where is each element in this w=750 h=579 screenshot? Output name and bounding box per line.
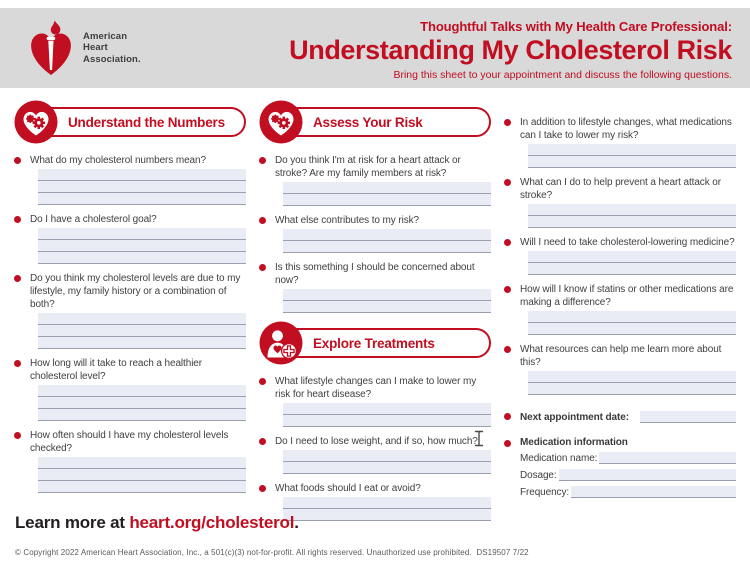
bullet-icon — [14, 216, 21, 223]
eyebrow-title: Thoughtful Talks with My Health Care Professional: — [420, 19, 732, 34]
answer-lines — [38, 385, 246, 421]
answer-line — [38, 228, 246, 240]
answer-lines — [283, 497, 491, 521]
answer-line — [38, 481, 246, 493]
aha-logo — [28, 19, 141, 77]
learn-more-line — [15, 513, 299, 533]
fieldset-title-row — [504, 437, 736, 448]
question-text: In addition to lifestyle changes, what medications can I take to lower my risk? — [520, 117, 732, 141]
answer-lines — [528, 251, 736, 275]
answer-lines — [283, 182, 491, 206]
answer-lines — [283, 289, 491, 313]
question-row — [14, 429, 246, 455]
answer-line — [38, 169, 246, 181]
question-row — [259, 375, 491, 401]
medication-field-label: Frequency: — [520, 487, 570, 498]
section-title: Explore Treatments — [313, 335, 435, 351]
question-text: Do I need to lose weight, and if so, how much? — [275, 436, 478, 447]
bullet-icon — [259, 378, 266, 385]
bullet-icon — [259, 157, 266, 164]
medication-field-label: Dosage: — [520, 470, 557, 481]
question-block — [259, 261, 491, 313]
question-text: Will I need to take cholesterol-lowering medicine? — [520, 237, 735, 248]
question-row — [259, 154, 491, 180]
answer-line — [528, 216, 736, 228]
answer-line — [528, 383, 736, 395]
answer-line — [283, 403, 491, 415]
bullet-icon — [504, 286, 511, 293]
answer-line — [528, 251, 736, 263]
answer-line — [38, 469, 246, 481]
answer-line — [528, 263, 736, 275]
answer-line — [38, 181, 246, 193]
answer-line — [528, 323, 736, 335]
bullet-icon — [504, 413, 511, 420]
question-row — [259, 214, 491, 227]
question-text: How long will it take to reach a healthier cholesterol level? — [30, 358, 203, 382]
medication-field-label: Medication name: — [520, 453, 598, 464]
question-block — [14, 213, 246, 264]
answer-line — [38, 385, 246, 397]
bullet-icon — [14, 432, 21, 439]
question-block — [504, 283, 736, 335]
answer-lines — [283, 450, 491, 474]
question-row — [504, 283, 736, 309]
column-medications-notes — [504, 100, 736, 529]
question-block — [259, 154, 491, 206]
bullet-icon — [259, 264, 266, 271]
section-header — [259, 321, 491, 365]
answer-lines — [283, 229, 491, 253]
question-row — [504, 343, 736, 369]
answer-line — [283, 415, 491, 427]
cholesterol-link[interactable]: heart.org/cholesterol — [129, 513, 295, 532]
answer-line — [38, 397, 246, 409]
question-row — [14, 213, 246, 226]
answer-line — [283, 241, 491, 253]
caregiver-cross-icon — [259, 321, 303, 365]
question-block — [504, 116, 736, 168]
answer-lines — [528, 204, 736, 228]
copyright-line: © Copyright 2022 American Heart Association, Inc., a 501(c)(3) not-for-profit. All rights reserved. Unauthorized use prohibited. DS19507 7/22 — [15, 548, 529, 557]
question-row — [259, 435, 491, 448]
answer-line — [38, 457, 246, 469]
answer-line — [283, 509, 491, 521]
section-pill — [280, 328, 491, 358]
question-text: What lifestyle changes can I make to lower my risk for heart disease? — [275, 376, 477, 400]
question-block — [14, 272, 246, 349]
answer-line — [283, 450, 491, 462]
aha-heart-torch-icon — [28, 19, 74, 77]
question-row — [504, 236, 736, 249]
page-subtitle: Bring this sheet to your appointment and discuss the following questions. — [393, 69, 732, 81]
answer-line — [38, 337, 246, 349]
bullet-icon — [259, 438, 266, 445]
question-row — [14, 272, 246, 311]
bullet-icon — [504, 346, 511, 353]
question-text: What can I do to help prevent a heart attack or stroke? — [520, 177, 721, 201]
question-text: What else contributes to my risk? — [275, 215, 419, 226]
field-label: Next appointment date: — [520, 412, 629, 423]
answer-lines — [38, 457, 246, 493]
medication-field — [520, 452, 736, 464]
fieldset-title: Medication information — [520, 437, 628, 448]
answer-lines — [283, 403, 491, 427]
answer-line — [38, 193, 246, 205]
answer-line — [38, 325, 246, 337]
answer-lines — [528, 144, 736, 168]
question-block — [504, 176, 736, 228]
question-block — [504, 343, 736, 395]
question-row — [14, 154, 246, 167]
answer-line — [528, 311, 736, 323]
question-block — [14, 429, 246, 493]
bullet-icon — [14, 275, 21, 282]
bullet-icon — [504, 179, 511, 186]
question-block — [259, 435, 491, 474]
heart-gears-icon — [14, 100, 58, 144]
answer-line — [283, 182, 491, 194]
page-header — [0, 8, 750, 88]
answer-lines — [38, 228, 246, 264]
bullet-icon — [259, 217, 266, 224]
question-text: Do you think my cholesterol levels are due to my lifestyle, my family history or a combination of both? — [30, 273, 241, 310]
bullet-icon — [14, 157, 21, 164]
answer-line — [283, 289, 491, 301]
question-block — [14, 154, 246, 205]
header-titles — [289, 19, 732, 81]
question-block — [259, 375, 491, 427]
answer-line — [283, 462, 491, 474]
medication-field — [520, 486, 736, 498]
question-text: Do I have a cholesterol goal? — [30, 214, 157, 225]
logo-line: American — [83, 31, 128, 43]
answer-line — [38, 240, 246, 252]
medication-field — [520, 469, 736, 481]
question-text: How often should I have my cholesterol levels checked? — [30, 430, 229, 454]
answer-line — [283, 229, 491, 241]
answer-line — [38, 409, 246, 421]
answer-line — [283, 301, 491, 313]
column-understand-numbers — [14, 100, 246, 529]
question-text: Is this something I should be concerned about now? — [275, 262, 475, 286]
bullet-icon — [14, 360, 21, 367]
field-blank — [559, 469, 736, 481]
answer-line — [528, 204, 736, 216]
answer-lines — [38, 169, 246, 205]
answer-line — [38, 313, 246, 325]
question-text: What foods should I eat or avoid? — [275, 483, 421, 494]
answer-lines — [528, 371, 736, 395]
question-row — [504, 176, 736, 202]
question-block — [504, 236, 736, 275]
field-blank — [599, 452, 736, 464]
field-blank — [571, 486, 736, 498]
question-text: How will I know if statins or other medications are making a difference? — [520, 284, 734, 308]
answer-line — [283, 497, 491, 509]
question-row — [14, 357, 246, 383]
questions-area — [14, 100, 736, 529]
answer-line — [283, 194, 491, 206]
field-blank — [640, 411, 736, 423]
answer-line — [528, 156, 736, 168]
question-text: What resources can help me learn more about this? — [520, 344, 722, 368]
bullet-icon — [259, 485, 266, 492]
learn-more-prefix: Learn more at — [15, 513, 130, 532]
answer-lines — [528, 311, 736, 335]
logo-line: Association. — [83, 53, 141, 65]
aha-logo-text — [83, 31, 141, 65]
answer-lines — [38, 313, 246, 349]
question-row — [259, 261, 491, 287]
answer-line — [38, 252, 246, 264]
question-row — [259, 482, 491, 495]
column-assess-explore — [259, 100, 491, 529]
question-block — [259, 214, 491, 253]
section-pill — [35, 107, 246, 137]
section-title: Understand the Numbers — [68, 114, 225, 130]
question-text: What do my cholesterol numbers mean? — [30, 155, 206, 166]
answer-line — [528, 144, 736, 156]
answer-line — [528, 371, 736, 383]
bullet-icon — [504, 239, 511, 246]
question-row — [504, 116, 736, 142]
heart-gears-icon — [259, 100, 303, 144]
text-cursor-icon — [474, 430, 484, 452]
section-header — [14, 100, 246, 144]
bullet-icon — [504, 119, 511, 126]
learn-more-suffix: . — [294, 513, 299, 532]
section-header — [259, 100, 491, 144]
section-pill — [280, 107, 491, 137]
appointment-field — [504, 411, 736, 423]
question-block — [14, 357, 246, 421]
page-title: Understanding My Cholesterol Risk — [289, 35, 732, 65]
logo-line: Heart — [83, 42, 108, 54]
question-text: Do you think I'm at risk for a heart attack or stroke? Are my family members at risk? — [275, 155, 461, 179]
section-title: Assess Your Risk — [313, 114, 423, 130]
medication-info — [504, 437, 736, 498]
bullet-icon — [504, 440, 511, 447]
